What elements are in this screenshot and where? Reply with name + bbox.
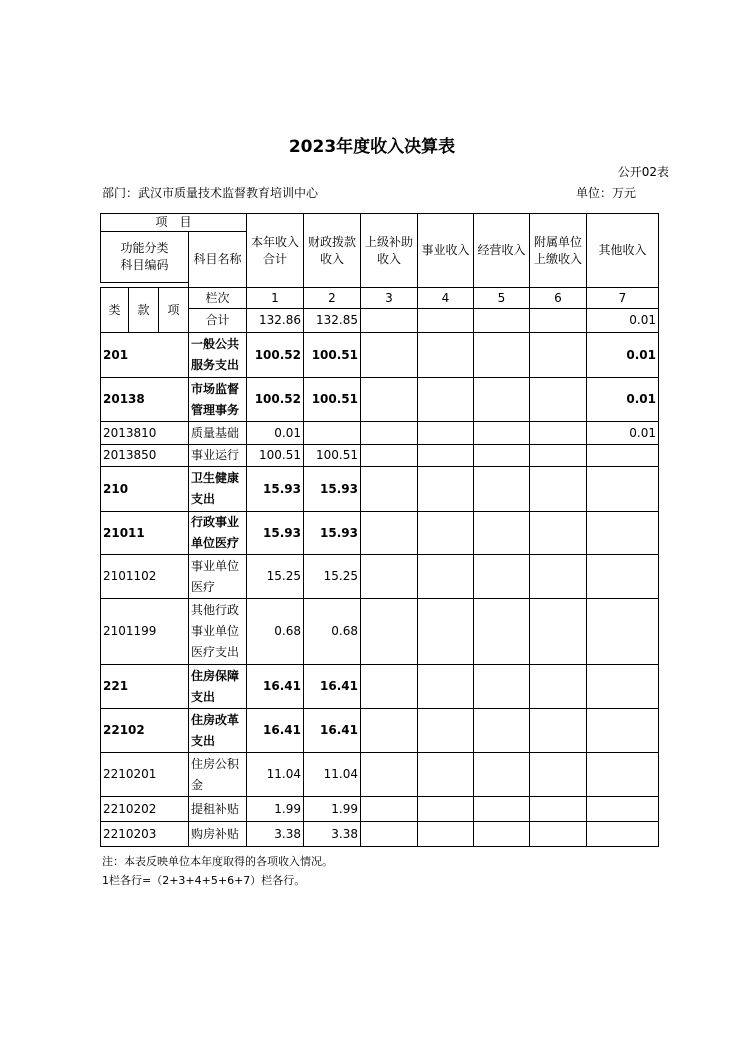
header-col-business: 事业收入	[418, 214, 474, 288]
row-code: 2101199	[101, 599, 189, 665]
row-code: 2210202	[101, 797, 189, 822]
row-name: 行政事业 单位医疗	[189, 512, 247, 555]
header-col-total: 本年收入 合计	[247, 214, 304, 288]
row-name: 市场监督 管理事务	[189, 378, 247, 422]
header-col-affiliated: 附属单位 上缴收入	[530, 214, 587, 288]
row-total: 16.41	[247, 709, 304, 753]
document-code: 公开02表	[617, 165, 669, 179]
row-code: 2013810	[101, 422, 189, 445]
table-row	[101, 422, 659, 445]
row-name: 住房公积 金	[189, 753, 247, 797]
row-fiscal: 100.51	[304, 333, 361, 378]
row-fiscal: 1.99	[304, 797, 361, 822]
table-row	[101, 797, 659, 822]
total-fiscal: 132.85	[304, 309, 361, 333]
header-col-fiscal: 财政拨款 收入	[304, 214, 361, 288]
total-other: 0.01	[587, 309, 659, 333]
header-col-superior: 上级补助 收入	[361, 214, 418, 288]
row-other	[587, 753, 659, 797]
header-xiang: 项	[159, 288, 189, 333]
row-other: 0.01	[587, 333, 659, 378]
row-name: 质量基础	[189, 422, 247, 445]
col-num: 5	[474, 288, 530, 309]
table-row	[101, 512, 659, 555]
row-total: 1.99	[247, 797, 304, 822]
row-fiscal: 0.68	[304, 599, 361, 665]
row-fiscal: 15.93	[304, 467, 361, 512]
row-total: 0.01	[247, 422, 304, 445]
row-other	[587, 797, 659, 822]
row-other	[587, 445, 659, 467]
col-num: 4	[418, 288, 474, 309]
header-item: 项 目	[101, 214, 247, 232]
row-total: 16.41	[247, 665, 304, 709]
row-other: 0.01	[587, 378, 659, 422]
row-name: 一般公共 服务支出	[189, 333, 247, 378]
table-row	[101, 753, 659, 797]
row-total: 0.68	[247, 599, 304, 665]
row-total: 100.51	[247, 445, 304, 467]
row-name: 事业运行	[189, 445, 247, 467]
row-code: 201	[101, 333, 189, 378]
row-name: 购房补贴	[189, 822, 247, 847]
col-num: 6	[530, 288, 587, 309]
col-num: 1	[247, 288, 304, 309]
table-row	[101, 709, 659, 753]
table-row	[101, 378, 659, 422]
row-total: 100.52	[247, 333, 304, 378]
col-num: 2	[304, 288, 361, 309]
row-other	[587, 822, 659, 847]
row-other: 0.01	[587, 422, 659, 445]
row-code: 2013850	[101, 445, 189, 467]
header-lei: 类	[101, 288, 129, 333]
row-code: 2101102	[101, 555, 189, 599]
row-fiscal: 15.25	[304, 555, 361, 599]
row-code: 20138	[101, 378, 189, 422]
table-row	[101, 599, 659, 665]
department-label: 部门：武汉市质量技术监督教育培训中心	[102, 186, 319, 200]
row-other	[587, 555, 659, 599]
row-name: 住房保障 支出	[189, 665, 247, 709]
total-label: 合计	[189, 309, 247, 333]
col-num: 3	[361, 288, 418, 309]
row-other	[587, 467, 659, 512]
table-row	[101, 467, 659, 512]
row-code: 210	[101, 467, 189, 512]
unit-label: 单位：万元	[575, 186, 636, 200]
row-total: 3.38	[247, 822, 304, 847]
row-name: 住房改革 支出	[189, 709, 247, 753]
row-other	[587, 709, 659, 753]
table-row	[101, 822, 659, 847]
row-name: 卫生健康 支出	[189, 467, 247, 512]
income-table	[100, 213, 659, 847]
row-other	[587, 599, 659, 665]
row-name: 其他行政 事业单位 医疗支出	[189, 599, 247, 665]
row-fiscal: 3.38	[304, 822, 361, 847]
row-name: 事业单位 医疗	[189, 555, 247, 599]
page-title: 2023年度收入决算表	[288, 137, 456, 157]
row-total: 15.25	[247, 555, 304, 599]
total-value: 132.86	[247, 309, 304, 333]
row-total: 15.93	[247, 467, 304, 512]
row-code: 221	[101, 665, 189, 709]
row-total: 15.93	[247, 512, 304, 555]
table-row	[101, 665, 659, 709]
row-total: 11.04	[247, 753, 304, 797]
row-fiscal: 11.04	[304, 753, 361, 797]
row-code: 21011	[101, 512, 189, 555]
note-line-2: 1栏各行=（2+3+4+5+6+7）栏各行。	[102, 874, 306, 887]
col-num: 7	[587, 288, 659, 309]
header-col-other: 其他收入	[587, 214, 659, 288]
row-fiscal: 100.51	[304, 445, 361, 467]
row-fiscal: 100.51	[304, 378, 361, 422]
header-lanci: 栏次	[189, 288, 247, 309]
row-total: 100.52	[247, 378, 304, 422]
row-code: 22102	[101, 709, 189, 753]
row-other	[587, 512, 659, 555]
header-func-code: 功能分类 科目编码	[101, 232, 189, 283]
row-name: 提租补贴	[189, 797, 247, 822]
table-row	[101, 555, 659, 599]
note-line-1: 注：本表反映单位本年度取得的各项收入情况。	[102, 855, 333, 868]
row-fiscal	[304, 422, 361, 445]
header-kuan: 款	[129, 288, 159, 333]
row-fiscal: 16.41	[304, 665, 361, 709]
header-col-operating: 经营收入	[474, 214, 530, 288]
header-subject-name: 科目名称	[189, 232, 247, 288]
row-code: 2210203	[101, 822, 189, 847]
row-other	[587, 665, 659, 709]
row-fiscal: 15.93	[304, 512, 361, 555]
row-code: 2210201	[101, 753, 189, 797]
table-row	[101, 333, 659, 378]
row-fiscal: 16.41	[304, 709, 361, 753]
table-row	[101, 445, 659, 467]
